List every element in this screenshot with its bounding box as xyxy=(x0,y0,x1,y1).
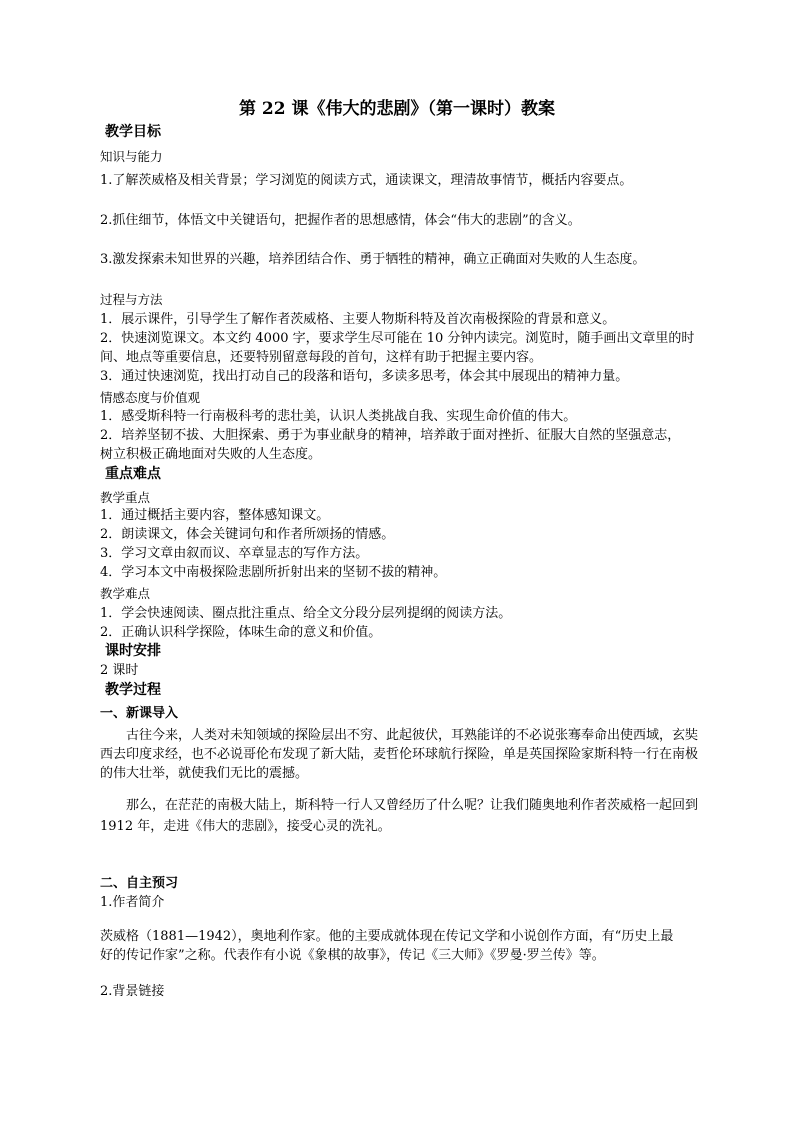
teaching-process-heading: 教学过程 xyxy=(105,682,161,698)
process-method-line: 1．展示课件，引导学生了解作者茨威格、主要人物斯科特及首次南极探险的背景和意义。 xyxy=(100,312,616,327)
preview-heading: 二、自主预习 xyxy=(100,876,179,891)
process-method-line: 3．通过快速浏览，找出打动自己的段落和语句，多读多思考，体会其中展现出的精神力量。 xyxy=(100,369,629,384)
process-method-line: 间、地点等重要信息，还要特别留意每段的首句，这样有助于把握主要内容。 xyxy=(100,350,543,365)
knowledge-label: 知识与能力 xyxy=(100,149,163,164)
background-label: 2.背景链接 xyxy=(100,984,165,999)
values-line: 2．培养坚韧不拔、大胆探索、勇于为事业献身的精神，培养敢于面对挫折、征服大自然的坚强意志， xyxy=(100,428,681,443)
page-title: 第 22 课《伟大的悲剧》（第一课时）教案 xyxy=(239,99,555,119)
intro-para-line: 那么，在茫茫的南极大陆上，斯科特一行人又曾经历了什么呢？让我们随奥地利作者茨威格一起回到 xyxy=(126,798,699,813)
values-label: 情感态度与价值观 xyxy=(100,390,201,405)
difficulty-item: 2．正确认识科学探险，体味生命的意义和价值。 xyxy=(100,625,382,640)
focus-label: 教学重点 xyxy=(100,490,151,505)
difficulty-item: 1．学会快速阅读、圈点批注重点、给全文分段分层列提纲的阅读方法。 xyxy=(100,606,512,621)
intro-heading: 一、新课导入 xyxy=(100,706,179,721)
goals-heading: 教学目标 xyxy=(105,124,161,140)
knowledge-item: 1.了解茨威格及相关背景；学习浏览的阅读方式，通读课文，理清故事情节，概括内容要点。 xyxy=(100,173,633,188)
author-intro-line: 茨威格（1881—1942），奥地利作家。他的主要成就体现在传记文学和小说创作方面，有“历史上最 xyxy=(100,929,674,944)
focus-item: 4．学习本文中南极探险悲剧所折射出来的坚韧不拔的精神。 xyxy=(100,565,447,580)
schedule-value: 2 课时 xyxy=(100,663,139,678)
knowledge-item: 3.激发探索未知世界的兴趣，培养团结合作、勇于牺牲的精神，确立正确面对失败的人生态度。 xyxy=(100,252,646,267)
intro-para-line: 古往今来，人类对未知领域的探险层出不穷、此起彼伏，耳熟能详的不必说张骞奉命出使西域，玄奘 xyxy=(126,728,699,743)
knowledge-item: 2.抓住细节，体悟文中关键语句，把握作者的思想感情，体会“伟大的悲剧”的含义。 xyxy=(100,213,581,228)
process-method-line: 2．快速浏览课文。本文约 4000 字，要求学生尽可能在 10 分钟内读完。浏览时，随手画出文章里的时 xyxy=(100,331,695,346)
values-line: 1．感受斯科特一行南极科考的悲壮美，认识人类挑战自我、实现生命价值的伟大。 xyxy=(100,409,577,424)
author-intro-label: 1.作者简介 xyxy=(100,895,165,910)
focus-item: 1．通过概括主要内容，整体感知课文。 xyxy=(100,508,330,523)
intro-para-line: 1912 年，走进《伟大的悲剧》，接受心灵的洗礼。 xyxy=(100,819,391,834)
author-intro-line: 好的传记作家”之称。代表作有小说《象棋的故事》，传记《三大师》《罗曼·罗兰传》等。 xyxy=(100,948,605,963)
schedule-heading: 课时安排 xyxy=(105,643,161,659)
focus-item: 2．朗读课文，体会关键词句和作者所颂扬的情感。 xyxy=(100,527,395,542)
focus-item: 3．学习文章由叙而议、卒章显志的写作方法。 xyxy=(100,546,369,561)
intro-para-line: 的伟大壮举，就使我们无比的震撼。 xyxy=(100,766,309,781)
process-method-label: 过程与方法 xyxy=(100,292,163,307)
difficulty-label: 教学难点 xyxy=(100,586,151,601)
intro-para-line: 西去印度求经，也不必说哥伦布发现了新大陆，麦哲伦环球航行探险，单是英国探险家斯科特一行在南极 xyxy=(100,747,699,762)
key-points-heading: 重点难点 xyxy=(105,466,161,482)
values-line: 树立积极正确地面对失败的人生态度。 xyxy=(100,447,322,462)
